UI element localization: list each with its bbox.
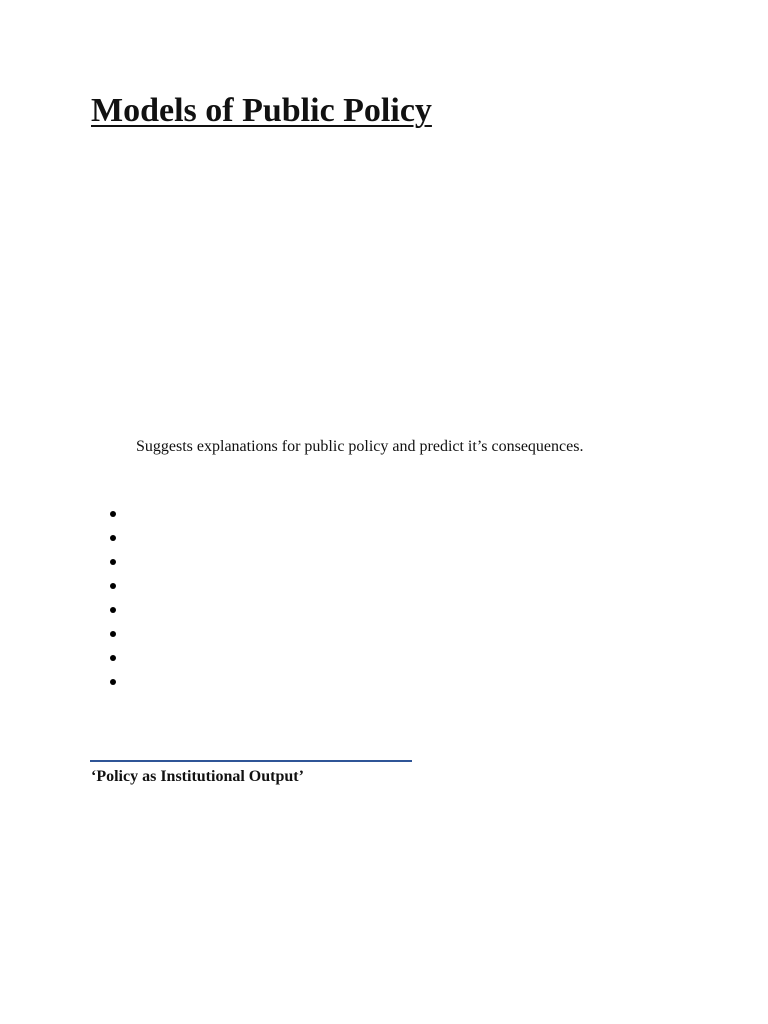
bullet-icon bbox=[110, 535, 116, 541]
document-title: Models of Public Policy bbox=[91, 92, 432, 129]
bullet-icon bbox=[110, 559, 116, 565]
section-divider bbox=[90, 760, 412, 762]
bullet-icon bbox=[110, 631, 116, 637]
bullet-icon bbox=[110, 607, 116, 613]
bullet-icon bbox=[110, 655, 116, 661]
bullet-icon bbox=[110, 679, 116, 685]
intro-paragraph: Suggests explanations for public policy and predict it’s consequences. bbox=[136, 438, 584, 455]
bullet-icon bbox=[110, 583, 116, 589]
section-heading: ‘Policy as Institutional Output’ bbox=[91, 768, 304, 785]
bullet-icon bbox=[110, 511, 116, 517]
